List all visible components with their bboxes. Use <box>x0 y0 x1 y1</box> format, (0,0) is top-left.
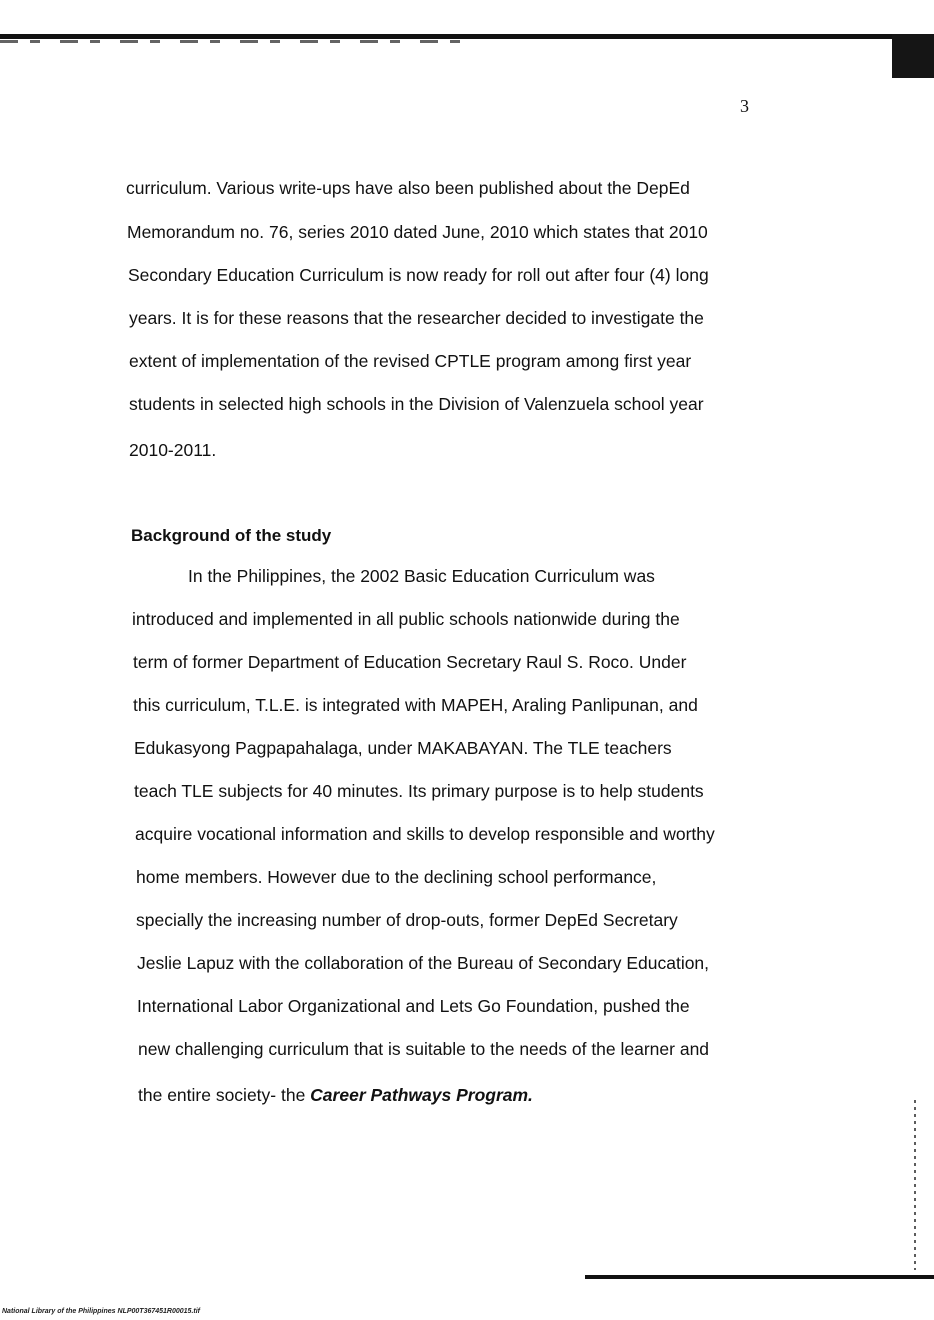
page-number: 3 <box>740 96 749 116</box>
intro-line: 2010-2011. <box>129 440 217 460</box>
body-line: Jeslie Lapuz with the collaboration of the Bureau of Secondary Education, <box>137 953 710 973</box>
body-line: International Labor Organizational and Lets Go Foundation, pushed the <box>137 996 690 1016</box>
body-line: new challenging curriculum that is suitable to the needs of the learner and <box>138 1039 710 1059</box>
scan-noise-top <box>0 40 470 43</box>
scan-edge-right <box>914 1100 916 1270</box>
body-line: Edukasyong Pagpapahalaga, under MAKABAYAN. The TLE teachers <box>134 738 672 758</box>
intro-line: extent of implementation of the revised CPTLE program among first year <box>129 351 692 371</box>
body-line: teach TLE subjects for 40 minutes. Its primary purpose is to help students <box>134 781 704 801</box>
body-line: acquire vocational information and skills to develop responsible and worthy <box>135 824 715 844</box>
body-line: term of former Department of Education Secretary Raul S. Roco. Under <box>133 652 687 672</box>
intro-line: curriculum. Various write-ups have also been published about the DepEd <box>126 178 690 198</box>
section-heading: Background of the study <box>131 526 332 545</box>
program-name-emphasis: Career Pathways Program. <box>310 1085 533 1105</box>
body-line: this curriculum, T.L.E. is integrated with MAPEH, Araling Panlipunan, and <box>133 695 698 715</box>
footer-credit: National Library of the Philippines NLP00T367451R00015.tif <box>2 1308 201 1315</box>
scan-corner-block <box>892 34 934 78</box>
body-line-last <box>138 1085 533 1106</box>
body-line: home members. However due to the declining school performance, <box>136 867 657 887</box>
body-line: specially the increasing number of drop-outs, former DepEd Secretary <box>136 910 678 930</box>
scan-border-bottom <box>585 1275 934 1279</box>
body-line: In the Philippines, the 2002 Basic Education Curriculum was <box>188 566 655 586</box>
intro-line: Memorandum no. 76, series 2010 dated June, 2010 which states that 2010 <box>127 222 708 242</box>
body-line-last-text: the entire society- the <box>138 1085 311 1105</box>
intro-line: Secondary Education Curriculum is now ready for roll out after four (4) long <box>128 265 709 285</box>
scan-border-top <box>0 34 934 39</box>
intro-line: students in selected high schools in the Division of Valenzuela school year <box>129 394 704 414</box>
intro-line: years. It is for these reasons that the researcher decided to investigate the <box>129 308 704 328</box>
body-line: introduced and implemented in all public schools nationwide during the <box>132 609 680 629</box>
